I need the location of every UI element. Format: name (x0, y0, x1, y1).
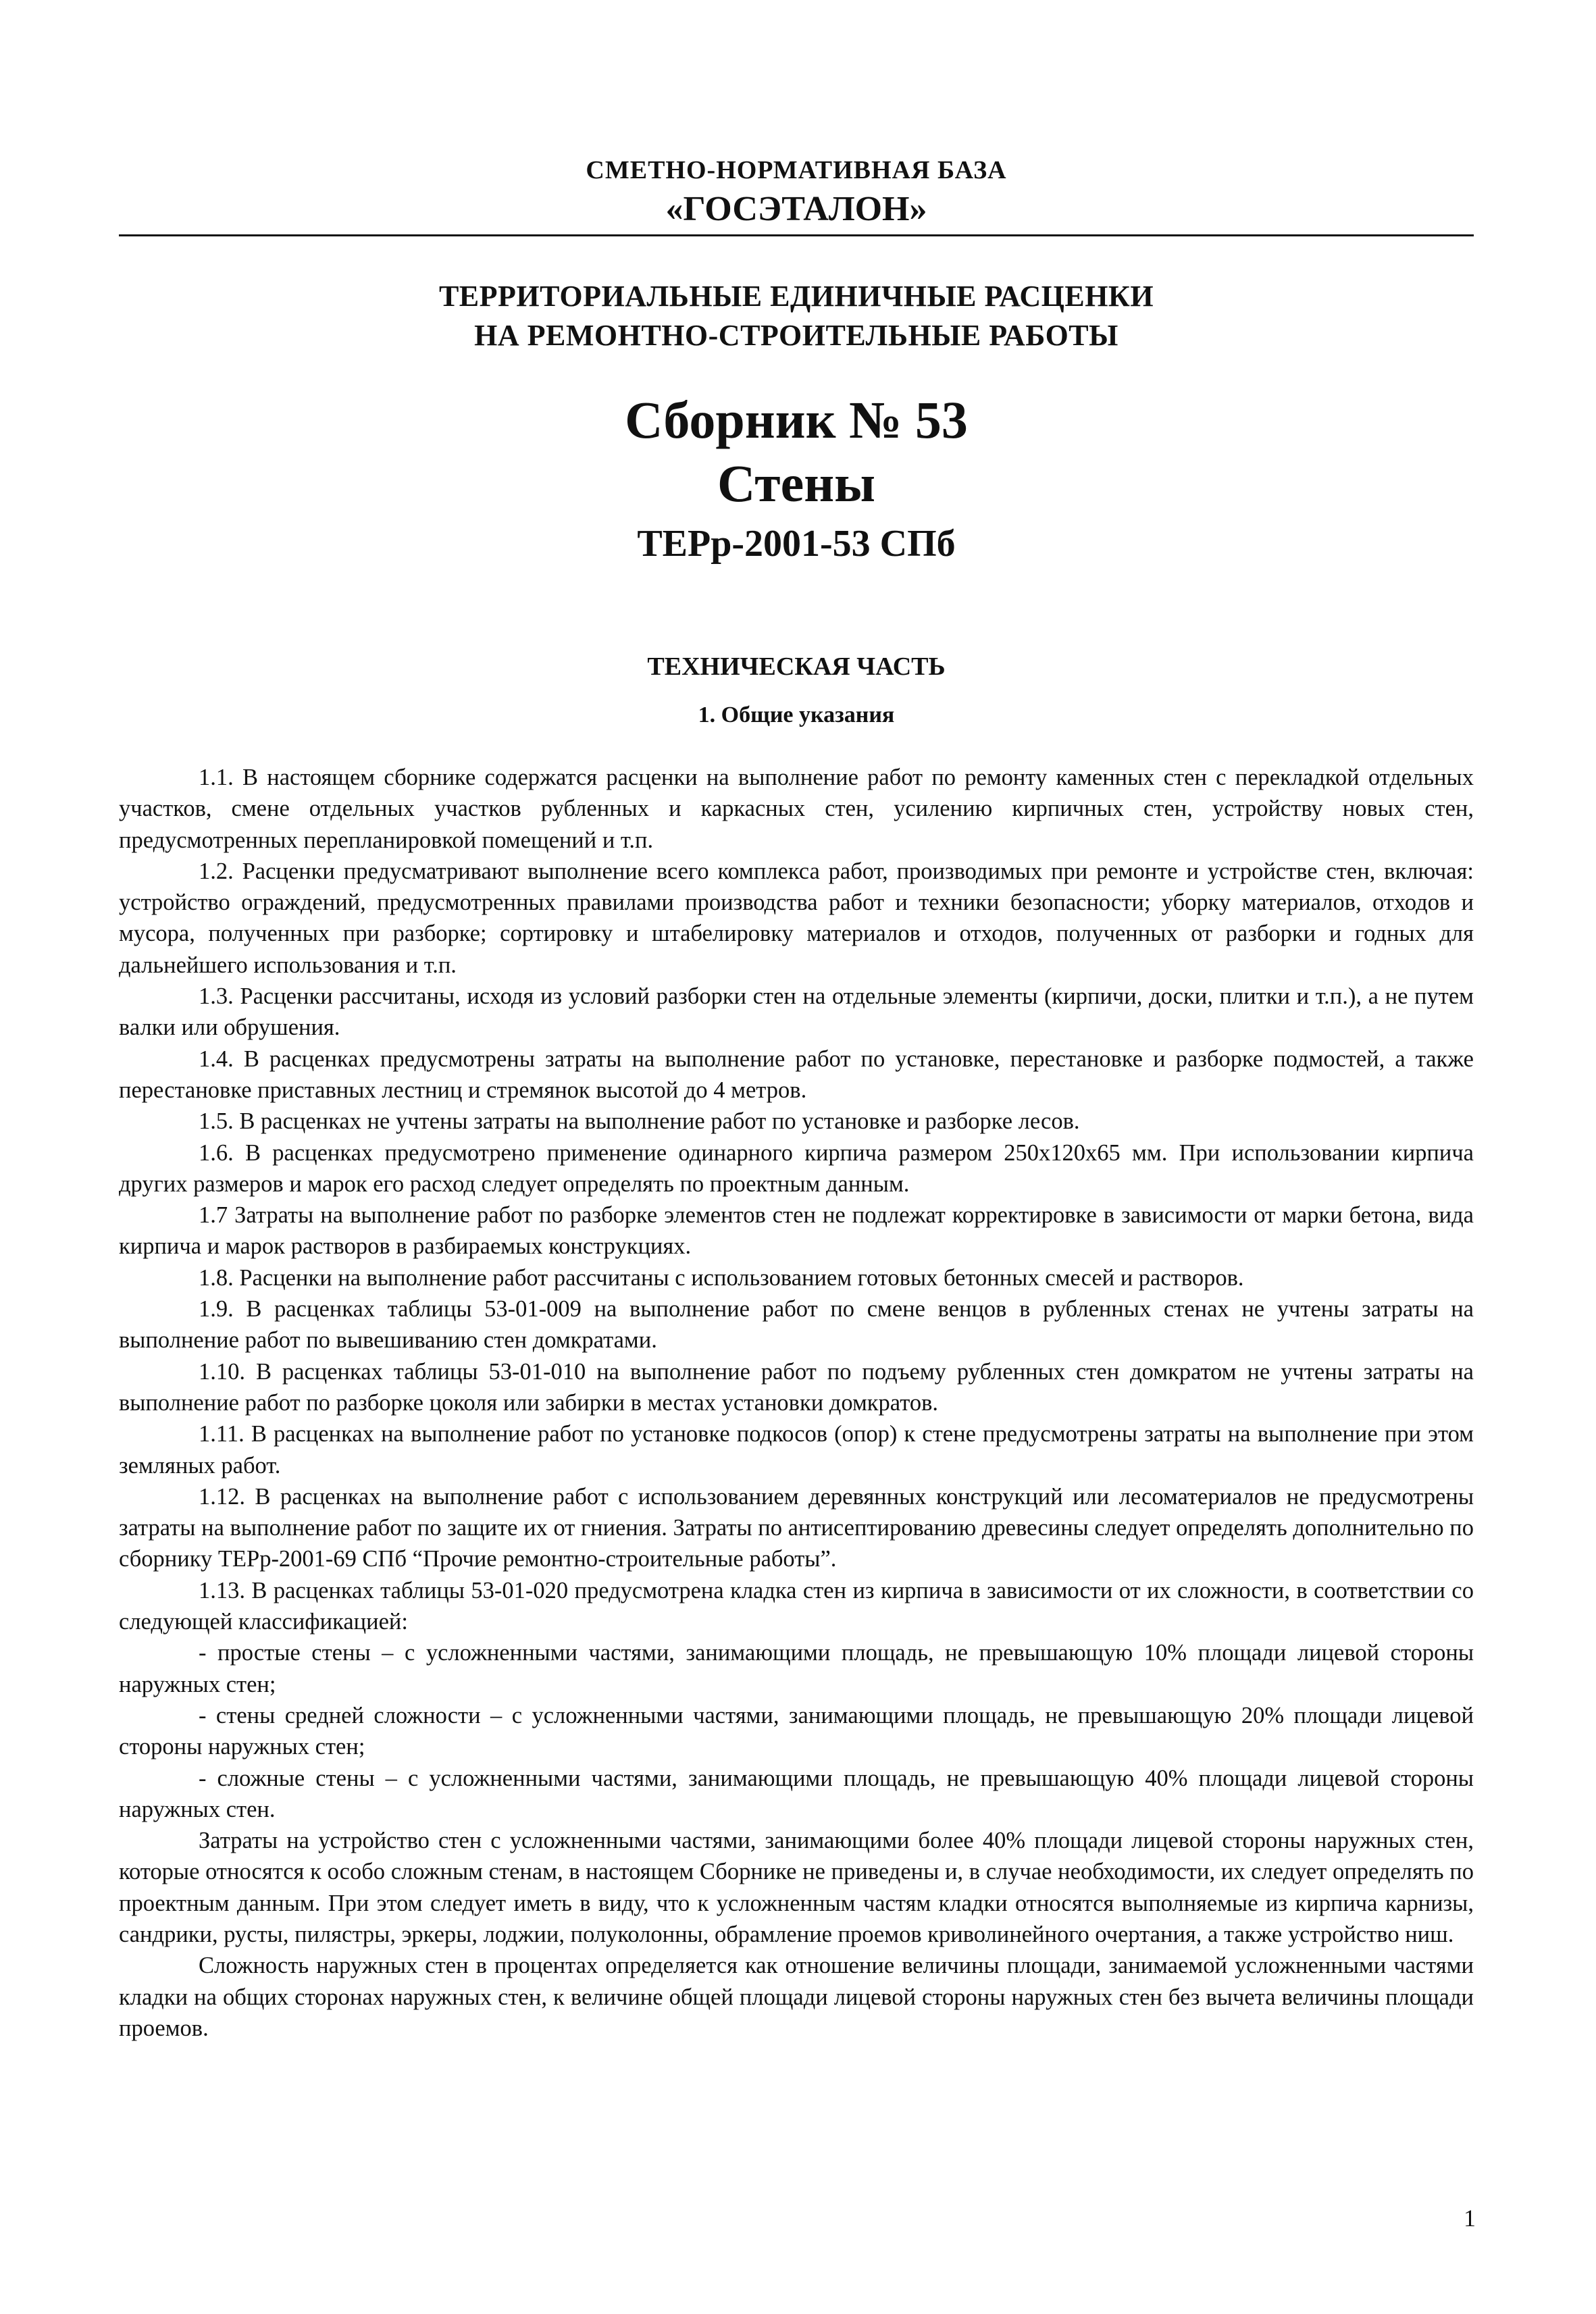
paragraph: 1.11. В расценках на выполнение работ по установке подкосов (опор) к стене предусмотрены затраты на выполнение при этом земляных работ. (119, 1421, 1474, 1479)
paragraph: 1.7 Затраты на выполнение работ по разборке элементов стен не подлежат корректировке в зависимости от марки бетона, вида кирпича и марок растворов в разбираемых конструкциях. (119, 1202, 1474, 1260)
paragraph: 1.8. Расценки на выполнение работ рассчитаны с использованием готовых бетонных смесей и растворов. (199, 1264, 1244, 1291)
section-title: ТЕХНИЧЕСКАЯ ЧАСТЬ (647, 652, 946, 681)
paragraph: 1.6. В расценках предусмотрено применение одинарного кирпича размером 250х120х65 мм. При использовании кирпича других размеров и марок его расход следует определять по проектным данным. (119, 1139, 1474, 1197)
paragraph: 1.13. В расценках таблицы 53-01-020 предусмотрена кладка стен из кирпича в зависимости от их сложности, в соответствии со следующей классификацией: (119, 1577, 1474, 1635)
document-code: ТЕРр-2001-53 СПб (637, 523, 956, 565)
list-item: - простые стены – с усложненными частями, занимающими площадь, не превышающую 10% площади лицевой стороны наружных стен; (119, 1640, 1474, 1697)
paragraph: Затраты на устройство стен с усложненными частями, занимающими более 40% площади лицевой стороны наружных стен, которые относятся к особо сложным стенам, в настоящем Сборнике не приведены и, в случае необходимости, их следует определять по проектным данным. При этом следует иметь в виду, что к усложненным частям кладки относятся выполняемые из кирпича карнизы, сандрики, русты, пилястры, эркеры, лоджии, полуколонны, обрамление проемов криволинейного очертания, а также устройство ниш. (119, 1828, 1474, 1947)
paragraph: 1.1. В настоящем сборнике содержатся расценки на выполнение работ по ремонту каменных стен с перекладкой отдельных участков, смене отдельных участков рубленных и каркасных стен, усилению кирпичных стен, устройству новых стен, предусмотренных перепланировкой помещений и т.п. (119, 765, 1474, 853)
collection-number: Сборник № 53 (625, 390, 968, 449)
list-item: - сложные стены – с усложненными частями, занимающими площадь, не превышающую 40% площади лицевой стороны наружных стен. (119, 1765, 1474, 1822)
paragraph: 1.9. В расценках таблицы 53-01-009 на выполнение работ по смене венцов в рубленных стенах не учтены затраты на выполнение работ по вывешиванию стен домкратами. (119, 1296, 1474, 1354)
collection-subject: Стены (717, 454, 876, 513)
paragraph: 1.4. В расценках предусмотрены затраты на выполнение работ по установке, перестановке и разборке подмостей, а также перестановке приставных лестниц и стремянок высотой до 4 метров. (119, 1046, 1474, 1103)
list-item: - стены средней сложности – с усложненными частями, занимающими площадь, не превышающую 20% площади лицевой стороны наружных стен; (119, 1702, 1474, 1760)
header-divider (119, 234, 1474, 236)
subsection-title: 1. Общие указания (698, 702, 895, 727)
paragraph: 1.12. В расценках на выполнение работ с использованием деревянных конструкций или лесоматериалов не предусмотрены затраты на выполнение работ по защите их от гниения. Затраты по антисептированию древесины следует определять дополнительно по сборнику ТЕРр-2001-69 СПб “Прочие ремонтно-строительные работы”. (119, 1483, 1474, 1572)
page-number: 1 (1464, 2205, 1476, 2232)
document-header (119, 154, 1474, 231)
main-heading-line-2: НА РЕМОНТНО-СТРОИТЕЛЬНЫЕ РАБОТЫ (474, 319, 1118, 352)
paragraph: 1.5. В расценках не учтены затраты на выполнение работ по установке и разборке лесов. (199, 1108, 1080, 1135)
paragraph: 1.3. Расценки рассчитаны, исходя из условий разборки стен на отдельные элементы (кирпичи, доски, плитки и т.п.), а не путем валки или обрушения. (119, 983, 1474, 1041)
paragraph: 1.10. В расценках таблицы 53-01-010 на выполнение работ по подъему рубленных стен домкратом не учтены затраты на выполнение работ по разборке цоколя или забирки в местах установки домкратов. (119, 1358, 1474, 1416)
base-title: СМЕТНО-НОРМАТИВНАЯ БАЗА (586, 156, 1007, 184)
collection-title (119, 388, 1474, 515)
main-heading (119, 277, 1474, 355)
body-text (119, 762, 1474, 2044)
base-name: «ГОСЭТАЛОН» (665, 190, 927, 228)
main-heading-line-1: ТЕРРИТОРИАЛЬНЫЕ ЕДИНИЧНЫЕ РАСЦЕНКИ (438, 280, 1154, 313)
paragraph: Сложность наружных стен в процентах определяется как отношение величины площади, занимаемой усложненными частями кладки на общих сторонах наружных стен, к величине общей площади лицевой стороны наружных стен без вычета величины площади проемов. (119, 1953, 1474, 2041)
paragraph: 1.2. Расценки предусматривают выполнение всего комплекса работ, производимых при ремонте и устройстве стен, включая: устройство ограждений, предусмотренных правилами производства работ и техники безопасности; уборку материалов, отходов и мусора, полученных при разборке; сортировку и штабелировку материалов и отходов, полученных от разборки и годных для дальнейшего использования и т.п. (119, 858, 1474, 978)
